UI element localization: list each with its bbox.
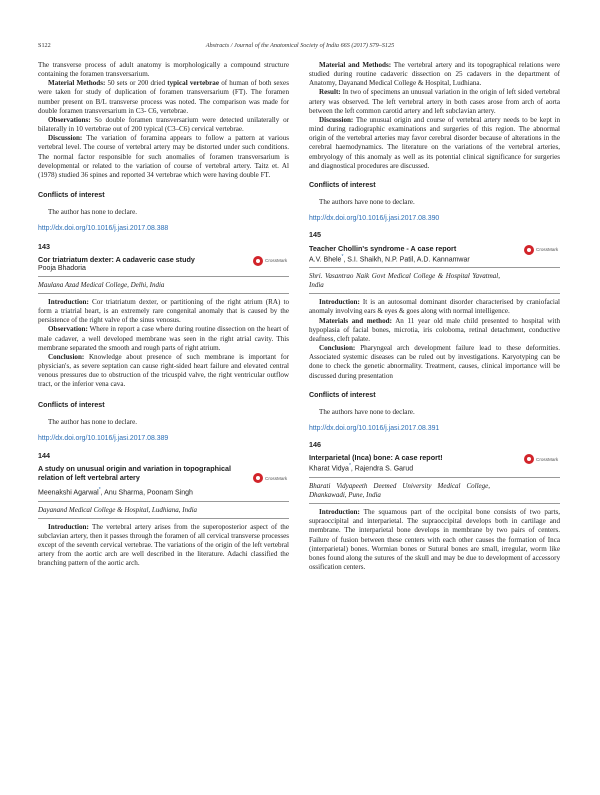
divider <box>309 503 560 504</box>
doi-link-143[interactable]: http://dx.doi.org/10.1016/j.jasi.2017.08.389 <box>38 434 169 442</box>
conflicts-text-142: The author has none to declare. <box>48 208 138 217</box>
abstract-144-discussion: Discussion: The unusual origin and course of vertebral artery needs to be kept in mind during radiographic examinations and surgeries of this region. The abnormal origin of the vertebral arteries may favor cerebral disorder because of alterations in the cerebral haemodynamics. The literature on the variations of the vertebral arteries, embryology of this anomaly as well as its potential clinical significance for surgeries and diagnostical procedures are discussed. <box>309 115 560 170</box>
abstract-145-conclusion: Conclusion: Pharyngeal arch development failure lead to these deformities. Associated systemic diseases can be ruled out by investigations. Karyotyping can be done to check the genetic abnormality. Treatment, causes, clinical importance will be discussed during presentation <box>309 344 560 380</box>
abstract-145-title-row <box>309 244 560 253</box>
divider <box>38 501 289 502</box>
abstract-142-continued: The transverse process of adult anatomy is morphologically a compound structure containing the foramen transversarium. <box>38 61 289 79</box>
right-column <box>309 61 560 572</box>
crossmark-icon <box>524 454 534 464</box>
abstract-144-result: Result: In two of specimens an unusual variation in the origin of left sided vertebral artery was observed. The left vertebral artery in both cases arose from arch of aorta between the left common carotid artery and left subclavian artery. <box>309 88 560 115</box>
left-column <box>38 61 289 569</box>
abstract-146-title: Interparietal (Inca) bone: A case report! <box>309 453 443 463</box>
journal-citation: Abstracts / Journal of the Anatomical Society of India 66S (2017) S79–S125 <box>205 42 395 49</box>
abstract-143-affiliation: Maulana Azad Medical College, Delhi, India <box>38 280 165 289</box>
abstract-145-authors: A.V. Bhele*, S.I. Shaikh, N.P. Patil, A.D. Kannamwar <box>309 253 470 263</box>
abstract-143-title: Cor triatriatum dexter: A cadaveric case study <box>38 254 195 264</box>
crossmark-icon <box>524 245 534 255</box>
abstract-146-authors: Kharat Vidya*, Rajendra S. Garud <box>309 463 414 473</box>
abstract-144-introduction: Introduction: The vertebral artery arises from the superoposterior aspect of the subclavian artery, then it passes through the foramen of all cervical transverse processes except of the seventh cervical vertebrae. The variations of the origin of the left vertebral artery from the aortic arch are well described in the literature. Adachi classified the branching pattern of the aortic arch. <box>38 522 289 568</box>
abstract-143-introduction: Introduction: Cor triatriatum dexter, or partitioning of the right atrium (RA) to form a triatrial heart, is an extremely rare congenital anomaly that is caused by the persistence of the right valve of the sinus venosus. <box>38 297 290 325</box>
abstract-146-title-row <box>309 453 560 462</box>
doi-link-144[interactable]: http://dx.doi.org/10.1016/j.jasi.2017.08.390 <box>309 215 440 223</box>
abstract-number-143: 143 <box>38 241 50 251</box>
abstract-145-affiliation: Shri. Vasantrao Naik Govt Medical College & Hospital Yavatmal, India <box>309 271 500 290</box>
divider <box>309 293 560 294</box>
crossmark-icon <box>253 473 263 483</box>
abstract-146-affiliation: Bharati Vidyapeeth Deemed University Medical College, Dhankawadi, Pune, India <box>309 481 490 499</box>
abstract-number-146: 146 <box>309 440 321 450</box>
abstract-142-methods: Material Methods: 50 sets or 200 dried typical vertebrae of human of both sexes were taken for study of duplication of foramen transversarium (FT). The foramen number present on B/L transverse process was noted. The comparison was made for double foramen transversarium in C3- C6, vertebrae. <box>38 79 289 115</box>
doi-link-142[interactable]: http://dx.doi.org/10.1016/j.jasi.2017.08.388 <box>38 225 169 233</box>
abstract-146-introduction: Introduction: The squamous part of the occipital bone consists of two parts, supraoccipital and interparietal. The supraoccipital develops both in cartilage and membrane. The interparietal bone develops in membrane by two pairs of centers. Failure of fusion between these centers with each other causes the formation of Inca (interparietal) bones. Wormian bones or Sutural bones are small, irregular, worm like bones found along the sutures of the skull and may be due to development of accessory ossification centers. <box>309 508 560 572</box>
page-number: S122 <box>38 42 51 49</box>
abstract-144-title: A study on unusual origin and variation in topographical relation of left vertebral artery <box>38 464 232 483</box>
crossmark-icon <box>253 256 263 266</box>
doi-link-145[interactable]: http://dx.doi.org/10.1016/j.jasi.2017.08.391 <box>309 425 440 433</box>
crossmark-badge[interactable]: CrossMark <box>253 255 289 267</box>
abstract-145-title: Teacher Chollin's syndrome - A case report <box>309 243 457 253</box>
crossmark-badge[interactable]: CrossMark <box>524 244 560 256</box>
abstract-number-144: 144 <box>38 451 50 460</box>
abstract-145-methods: Materials and method: An 11 year old male child presented to hospital with hypoplasia of facial bones, microtia, iris coloboma, retinal detachment, conductive deafness, cleft palate. <box>309 316 560 343</box>
conflicts-heading-142: Conflicts of interest <box>38 191 105 200</box>
conflicts-heading-145: Conflicts of interest <box>309 390 376 399</box>
divider <box>309 267 560 268</box>
abstract-number-145: 145 <box>309 230 321 240</box>
abstract-144-title-row <box>38 464 289 482</box>
divider <box>38 293 289 294</box>
conflicts-text-143: The author has none to declare. <box>48 417 138 426</box>
abstract-144-methods: Material and Methods: The vertebral artery and its topographical relations were studied during routine cadaveric dissection on 25 cadavers in the department of Anatomy, Dayanand Medical College & Hospital, Ludhiana. <box>309 61 560 88</box>
divider <box>38 518 289 519</box>
conflicts-heading-144: Conflicts of interest <box>309 180 376 189</box>
crossmark-badge[interactable]: CrossMark <box>253 472 289 484</box>
conflicts-text-145: The authors have none to declare. <box>319 407 415 416</box>
divider <box>309 477 560 478</box>
conflicts-text-144: The authors have none to declare. <box>319 198 415 207</box>
abstract-143-conclusion: Conclusion: Knowledge about presence of such membrane is important for physician's, as severe septation can cause right-sided heart failure and elevated central venous pressures due to obstruction of the tricuspid valve, the right ventricular outflow tract, or the inferior vena cava. <box>38 352 289 389</box>
abstract-143-observation: Observation: Where in report a case where during routine dissection on the heart of male cadaver, a well developed membrane was seen in the right atrial cavity. This membrane separated the smooth and rough parts of right atrium. <box>38 325 290 352</box>
abstract-142-observations: Observations: So double foramen transversarium were detected unilaterally or bilaterally in 10 vertebrae out of 200 typical (C3–C6) cervical vertebrae. <box>38 115 289 134</box>
running-head <box>38 42 562 54</box>
divider <box>38 276 289 277</box>
abstract-145-introduction: Introduction: It is an autosomal dominant disorder characterised by craniofacial anomaly involving ears & eyes & goes along with normal intelligence. <box>309 298 560 316</box>
abstract-143-title-row <box>38 255 289 264</box>
conflicts-heading-143: Conflicts of interest <box>38 400 105 409</box>
abstract-144-authors: Meenakshi Agarwal*, Anu Sharma, Poonam Singh <box>38 487 193 497</box>
abstract-144-affiliation: Dayanand Medical College & Hospital, Ludhiana, India <box>38 505 198 514</box>
abstract-143-authors: Pooja Bhadoria <box>38 264 86 272</box>
crossmark-badge[interactable]: CrossMark <box>524 453 560 465</box>
abstract-142-discussion: Discussion: The variation of foramina appears to follow a pattern at various vertebral level. The course of vertebral artery may be distorted under such conditions. The normal factor responsible for such anomalies of foramen transversarium is developmental or related to the variation of course of vertebral artery. Taitz et. Al (1978) studied 36 spines and reported 34 vertebrae which were having double FT. <box>38 134 289 179</box>
